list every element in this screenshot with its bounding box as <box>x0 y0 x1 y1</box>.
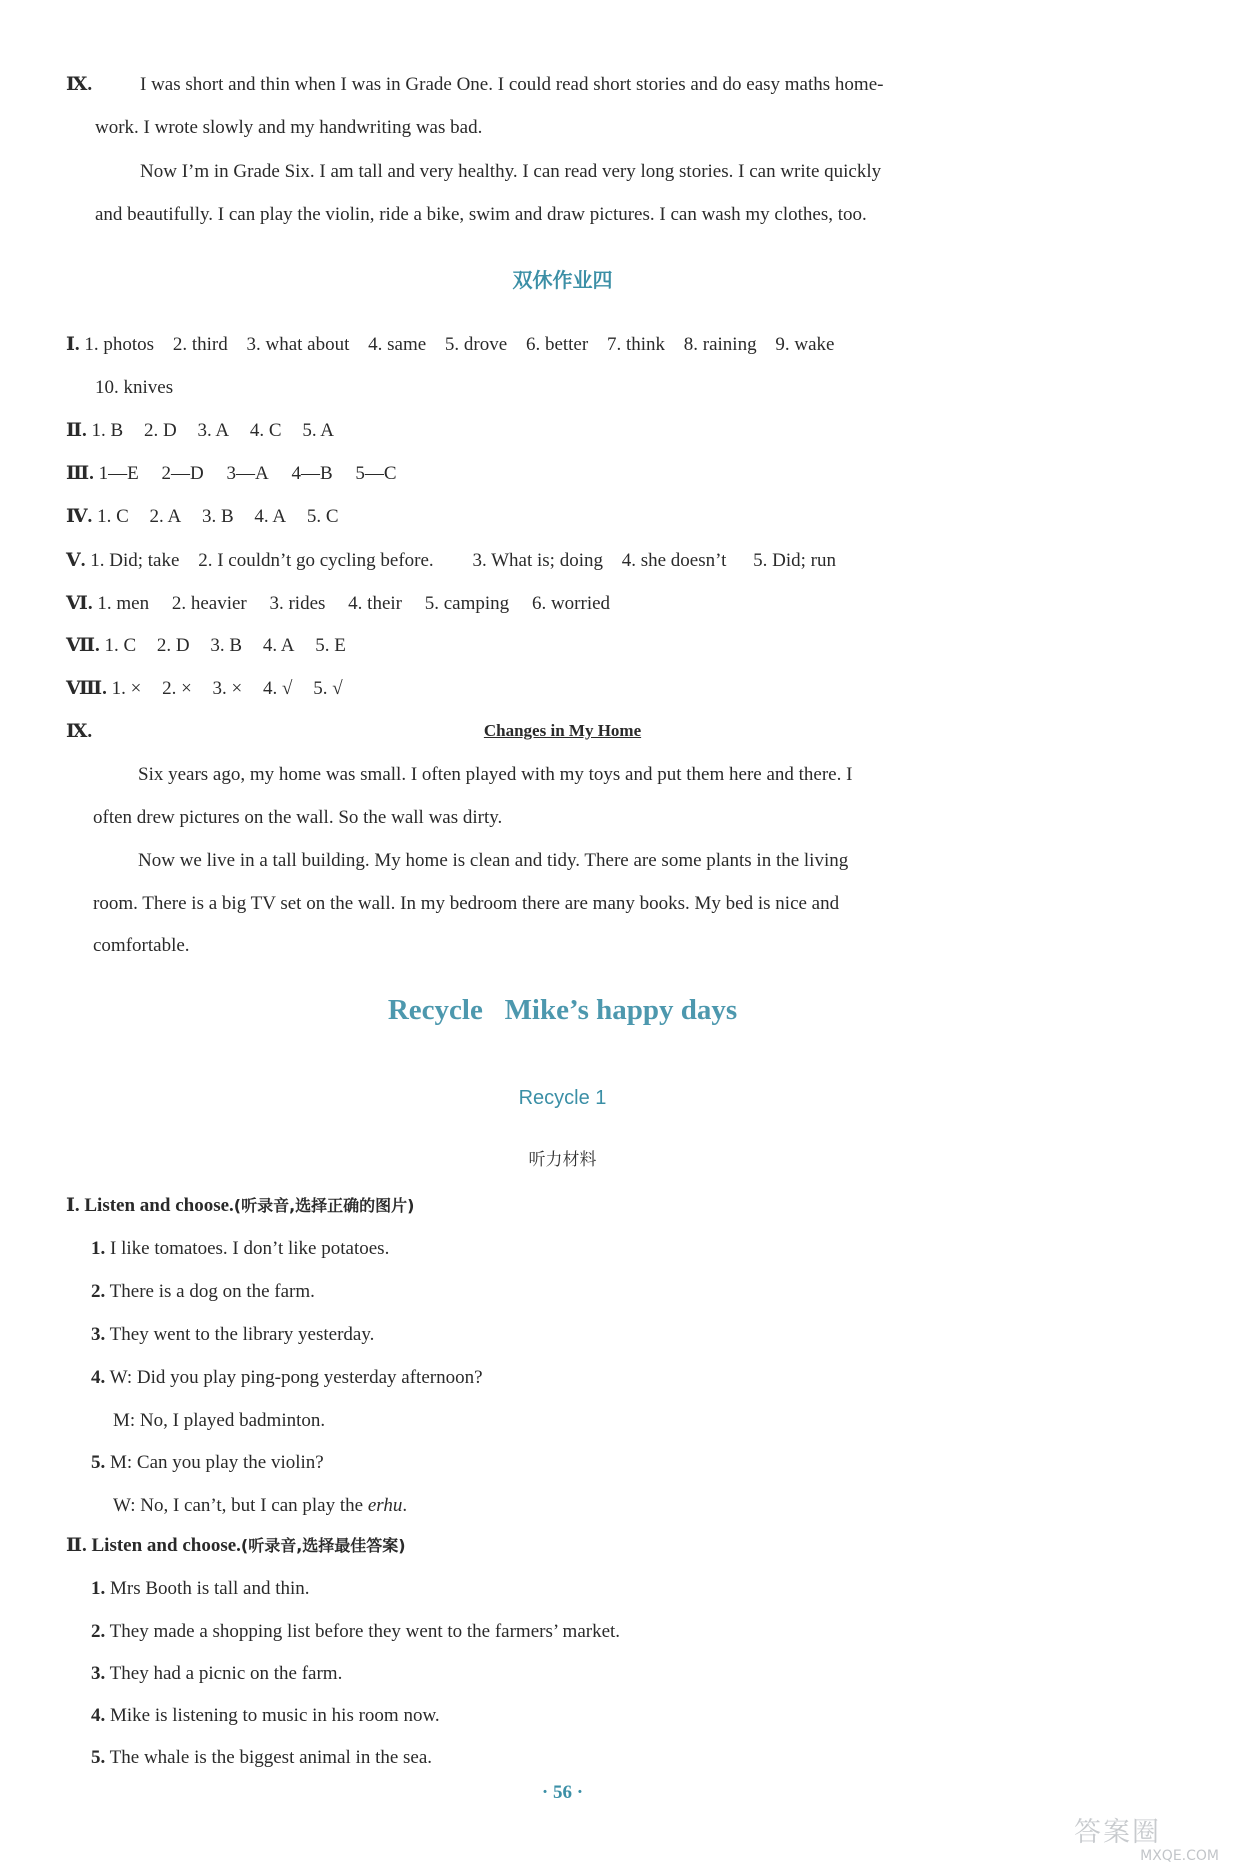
watermark-logo <box>1074 1819 1219 1867</box>
answer-item: 1. B <box>91 420 124 441</box>
part-heading-cn: (听录音,选择正确的图片) <box>233 1196 415 1215</box>
paragraph-line: room. There is a big TV set on the wall. In my bedroom there are many books. My bed is nice and <box>93 893 840 914</box>
answer-item: 1. men <box>97 593 150 614</box>
part-1-heading <box>66 1196 415 1215</box>
answer-item: 3. rides <box>269 593 326 614</box>
part-heading-en: Ⅱ. Listen and choose. <box>66 1535 241 1556</box>
answer-row-1 <box>66 335 834 354</box>
answer-item: 1. × <box>111 678 142 699</box>
listening-line: 1. Mrs Booth is tall and thin. <box>91 1578 310 1599</box>
answer-item: 4. A <box>262 635 295 656</box>
answer-item: 6. worried <box>531 593 611 614</box>
roman-label: Ⅴ. <box>66 550 86 571</box>
watermark-url: MXQE.COM <box>1140 1848 1219 1864</box>
answer-item: 7. think <box>606 334 666 355</box>
answer-item: 2. I couldn’t go cycling before. <box>198 550 434 571</box>
answer-row-2 <box>66 421 334 440</box>
listening-line: 4. Mike is listening to music in his room now. <box>91 1705 440 1726</box>
answer-row-6 <box>66 594 610 613</box>
answer-item: 1. C <box>97 506 129 527</box>
listening-line: M: No, I played badminton. <box>113 1410 326 1431</box>
answer-item: 5. Did; run <box>753 550 837 571</box>
answer-item: 4. she doesn’t <box>621 550 727 571</box>
answer-item: 1—E <box>98 463 139 484</box>
listening-heading: 听力材料 <box>528 1150 597 1170</box>
paragraph-line: and beautifully. I can play the violin, ride a bike, swim and draw pictures. I can wash my clothes, too. <box>95 204 867 225</box>
roman-label: Ⅱ. <box>66 420 87 441</box>
answer-item: 4. their <box>348 593 402 614</box>
answer-item: 2. A <box>149 506 182 527</box>
watermark-text: 答案圈 <box>1074 1817 1161 1848</box>
answer-item: 4. A <box>254 506 287 527</box>
paragraph-line: Now I’m in Grade Six. I am tall and very healthy. I can read very long stories. I can write quickly <box>140 161 882 182</box>
roman-label: Ⅰ. <box>66 334 80 355</box>
answer-item: 9. wake <box>775 334 835 355</box>
paragraph-line: Six years ago, my home was small. I often played with my toys and put them here and there. I <box>138 764 853 785</box>
answer-item: 2—D <box>161 463 204 484</box>
answer-item: 2. × <box>162 678 192 699</box>
essay-title: Changes in My Home <box>483 721 642 740</box>
listening-line: 4. W: Did you play ping-pong yesterday afternoon? <box>91 1367 483 1388</box>
answer-item: 5. A <box>302 420 334 441</box>
paragraph-line: I was short and thin when I was in Grade One. I could read short stories and do easy maths home- <box>140 74 884 95</box>
roman-label: Ⅳ. <box>66 506 93 527</box>
answer-item: 3. What is; doing <box>472 550 603 571</box>
answer-item: 2. D <box>143 420 177 441</box>
answer-row-4 <box>66 507 339 526</box>
paragraph-line: comfortable. <box>93 935 190 956</box>
answer-item: 4. √ <box>263 678 293 699</box>
page-number: · 56 · <box>541 1782 584 1803</box>
listening-line: 5. M: Can you play the violin? <box>91 1452 324 1473</box>
answer-row-3 <box>66 464 397 483</box>
part-heading-cn: (听录音,选择最佳答案) <box>240 1536 406 1555</box>
answer-item: 3. what about <box>246 334 350 355</box>
answer-item: 2. third <box>172 334 228 355</box>
answer-item: 3. × <box>212 678 243 699</box>
listening-line: W: No, I can’t, but I can play the erhu. <box>113 1495 408 1516</box>
paragraph-line: work. I wrote slowly and my handwriting was bad. <box>95 117 483 138</box>
listening-line: 2. There is a dog on the farm. <box>91 1281 315 1302</box>
listening-line: 3. They went to the library yesterday. <box>91 1324 375 1345</box>
answer-item: 2. D <box>156 635 190 656</box>
answer-item: 5. camping <box>424 593 510 614</box>
part-heading-en: Ⅰ. Listen and choose. <box>66 1195 234 1216</box>
answer-item: 4. same <box>368 334 427 355</box>
answer-item: 5. C <box>306 506 339 527</box>
answer-item: 3. B <box>210 635 243 656</box>
answer-item: 5. E <box>315 635 346 656</box>
answer-item: 3—A <box>226 463 269 484</box>
listening-line: 3. They had a picnic on the farm. <box>91 1663 343 1684</box>
listening-line: 5. The whale is the biggest animal in the sea. <box>91 1747 433 1768</box>
roman-label: Ⅲ. <box>66 463 94 484</box>
paragraph-line: often drew pictures on the wall. So the wall was dirty. <box>93 807 503 828</box>
answer-item: 1. C <box>104 635 137 656</box>
listening-line: 1. I like tomatoes. I don’t like potatoes. <box>91 1238 390 1259</box>
section-9-label: Ⅸ. <box>66 74 93 95</box>
answer-row-8 <box>66 679 343 698</box>
answer-item: 2. heavier <box>171 593 247 614</box>
answer-row-7 <box>66 636 346 655</box>
answer-item: 1. Did; take <box>90 550 180 571</box>
answer-item: 3. A <box>197 420 230 441</box>
section-9-label: Ⅸ. <box>66 721 93 742</box>
part-2-heading <box>66 1536 406 1555</box>
answer-row-5 <box>66 551 836 570</box>
roman-label: Ⅶ. <box>66 635 100 656</box>
answer-row-1-cont: 10. knives <box>95 377 174 398</box>
unit-subtitle: Recycle 1 <box>518 1087 607 1109</box>
paragraph-line: Now we live in a tall building. My home is clean and tidy. There are some plants in the living <box>138 850 849 871</box>
answer-item: 5—C <box>355 463 397 484</box>
answer-item: 5. √ <box>313 678 343 699</box>
answer-item: 1. photos <box>84 334 155 355</box>
answer-item: 8. raining <box>683 334 757 355</box>
listening-line: 2. They made a shopping list before they went to the farmers’ market. <box>91 1621 621 1642</box>
answer-item: 3. B <box>201 506 234 527</box>
answer-item: 6. better <box>525 334 589 355</box>
answer-item: 5. drove <box>444 334 508 355</box>
answer-item: 4. C <box>249 420 282 441</box>
unit-title: Recycle Mike’s happy days <box>387 994 738 1026</box>
roman-label: Ⅵ. <box>66 593 93 614</box>
answer-item: 4—B <box>291 463 333 484</box>
roman-label: Ⅷ. <box>66 678 107 699</box>
homework-4-title: 双休作业四 <box>512 268 613 292</box>
